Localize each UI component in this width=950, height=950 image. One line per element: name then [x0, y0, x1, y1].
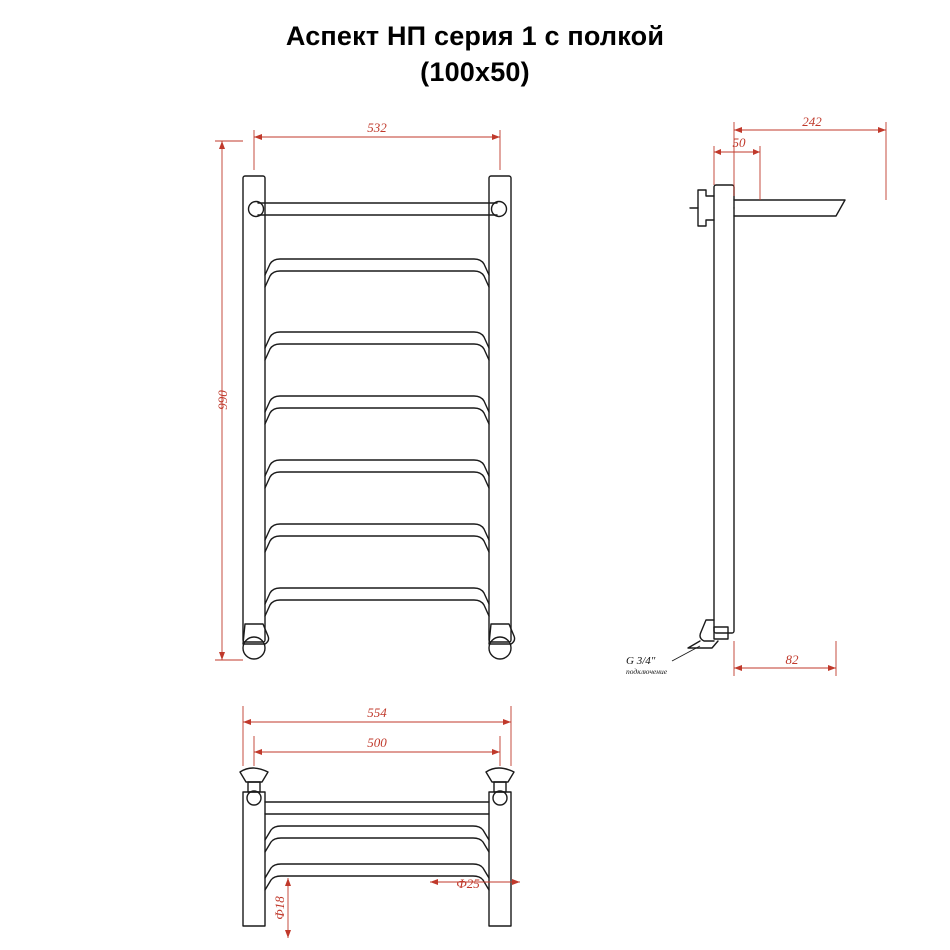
- dim-label-d25: Ф25: [456, 876, 480, 891]
- side-wall-bracket-top: [690, 190, 714, 226]
- front-rung-2: [265, 332, 489, 360]
- dim-label-50: 50: [732, 135, 746, 150]
- front-rung-3: [265, 396, 489, 424]
- top-right-post: [489, 792, 511, 926]
- leader-g34: [672, 646, 700, 661]
- dim-label-242: 242: [802, 114, 822, 129]
- dim-label-532: 532: [367, 120, 387, 135]
- dim-label-82: 82: [785, 652, 799, 667]
- note-g34-sub: подключение: [626, 667, 668, 676]
- front-right-post: [489, 176, 511, 642]
- dim-50: [714, 146, 760, 200]
- front-rung-4: [265, 460, 489, 488]
- side-shelf: [734, 200, 845, 216]
- side-view: [688, 185, 845, 648]
- top-right-fitting: [486, 768, 514, 805]
- title-line-1: Аспект НП серия 1 с полкой: [285, 21, 665, 51]
- front-rung-1: [265, 259, 489, 287]
- front-shelf-left-joint: [249, 202, 264, 217]
- front-rung-6: [265, 588, 489, 616]
- side-bottom-fitting: [688, 620, 728, 648]
- front-shelf-right-joint: [492, 202, 507, 217]
- front-view: [243, 176, 515, 659]
- front-left-post: [243, 176, 265, 642]
- title-line-2: (100х50): [420, 57, 530, 87]
- dim-label-990: 990: [215, 390, 230, 410]
- dim-242: [734, 122, 886, 200]
- top-left-post: [243, 792, 265, 926]
- top-shelf-bar: [265, 802, 489, 814]
- dimension-layer: [215, 122, 886, 938]
- top-left-fitting: [240, 768, 268, 805]
- top-rung-1: [265, 826, 489, 852]
- dim-label-554: 554: [367, 705, 387, 720]
- front-rung-5: [265, 524, 489, 552]
- dim-532: [254, 130, 500, 170]
- note-g34: G 3/4": [626, 655, 656, 667]
- dim-label-500: 500: [367, 735, 387, 750]
- dim-label-d18: Ф18: [272, 896, 287, 920]
- side-post: [714, 185, 734, 633]
